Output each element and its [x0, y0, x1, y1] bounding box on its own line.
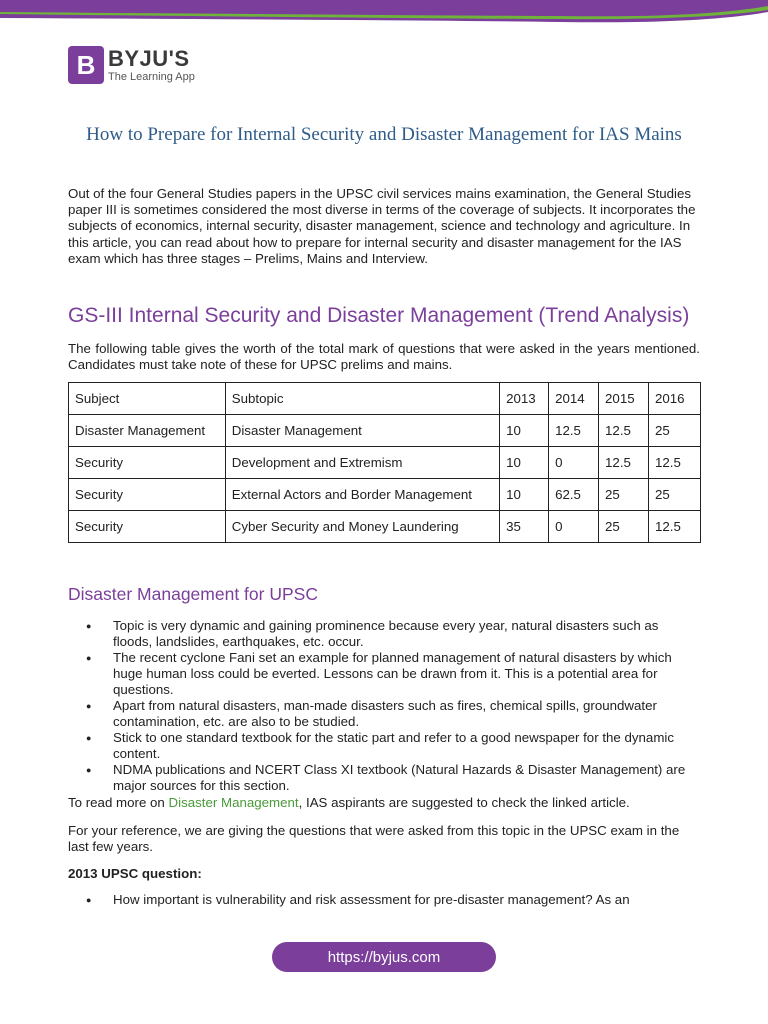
question-2013-list — [86, 892, 700, 908]
header-cell: 2016 — [649, 383, 701, 415]
disaster-management-link[interactable]: Disaster Management — [168, 795, 299, 810]
table-cell: 62.5 — [549, 479, 599, 511]
footer-url: https://byjus.com — [327, 948, 441, 966]
table-cell: 12.5 — [549, 415, 599, 447]
table-cell: Disaster Management — [69, 415, 226, 447]
list-item: ● Apart from natural disasters, man-made disasters such as fires, chemical spills, groundwater contamination, etc. are also to be studied. — [86, 698, 700, 730]
document-title: How to Prepare for Internal Security and Disaster Management for IAS Mains — [86, 124, 682, 145]
footer-url-pill[interactable] — [272, 942, 496, 972]
brand-name: BYJU'S — [108, 45, 190, 71]
table-cell: 10 — [500, 447, 549, 479]
table-cell: 0 — [549, 447, 599, 479]
table-cell: 35 — [500, 511, 549, 543]
trend-analysis-table — [68, 382, 701, 543]
header-cell: 2014 — [549, 383, 599, 415]
intro-paragraph: Out of the four General Studies papers in the UPSC civil services mains examination, the General Studies paper III is sometimes considered the most diverse in terms of the coverage of subjects. It incorporates the subjects of economics, internal security, disaster management, science and technology and agriculture. In this article, you can read about how to prepare for internal security and disaster management for the IAS exam which has three stages – Prelims, Mains and Interview. — [68, 186, 696, 266]
table-cell: 12.5 — [649, 447, 701, 479]
list-item: ● Stick to one standard textbook for the static part and refer to a good newspaper for the dynamic content. — [86, 730, 700, 762]
header-cell: 2013 — [500, 383, 549, 415]
table-cell: External Actors and Border Management — [225, 479, 499, 511]
top-decorative-band — [0, 0, 768, 30]
preparation-bullets — [86, 618, 700, 794]
table-cell: Development and Extremism — [225, 447, 499, 479]
read-more-suffix: , IAS aspirants are suggested to check the linked article. — [298, 795, 630, 810]
list-item: ● How important is vulnerability and risk assessment for pre-disaster management? As an — [86, 892, 700, 908]
logo-badge — [68, 46, 104, 84]
read-more-prefix: To read more on — [68, 795, 169, 810]
table-cell: 25 — [599, 479, 649, 511]
read-more-paragraph — [68, 795, 700, 811]
header-cell: Subtopic — [225, 383, 499, 415]
byjus-logo — [68, 46, 195, 84]
table-cell: Disaster Management — [225, 415, 499, 447]
list-item: ● Topic is very dynamic and gaining prominence because every year, natural disasters such as floods, landslides, earthquakes, etc. occur. — [86, 618, 700, 650]
header-cell: Subject — [69, 383, 226, 415]
table-cell: 25 — [599, 511, 649, 543]
table-cell: 10 — [500, 479, 549, 511]
table-description: The following table gives the worth of the total mark of questions that were asked in the years mentioned. Candidates must take note of these for UPSC prelims and mains. — [68, 341, 700, 373]
trend-analysis-heading: GS-III Internal Security and Disaster Management (Trend Analysis) — [68, 304, 690, 327]
table-cell: 0 — [549, 511, 599, 543]
question-2013-label: 2013 UPSC question: — [68, 866, 202, 881]
table-header-row — [69, 383, 701, 415]
table-cell: 12.5 — [649, 511, 701, 543]
table-cell: 12.5 — [599, 415, 649, 447]
table-cell: 25 — [649, 479, 701, 511]
table-cell: Security — [69, 447, 226, 479]
table-cell: Cyber Security and Money Laundering — [225, 511, 499, 543]
table-row — [69, 415, 701, 447]
table-cell: 12.5 — [599, 447, 649, 479]
table-cell: 10 — [500, 415, 549, 447]
logo-text — [108, 45, 195, 83]
table-cell: Security — [69, 511, 226, 543]
table-row — [69, 511, 701, 543]
table-row — [69, 447, 701, 479]
table-row — [69, 479, 701, 511]
list-item: ● The recent cyclone Fani set an example for planned management of natural disasters by which huge human loss could be everted. Lessons can be drawn from it. This is a potential area for questions. — [86, 650, 700, 698]
table-cell: 25 — [649, 415, 701, 447]
list-item: ● NDMA publications and NCERT Class XI textbook (Natural Hazards & Disaster Management) are major sources for this section. — [86, 762, 700, 794]
reference-paragraph: For your reference, we are giving the questions that were asked from this topic in the UPSC exam in the last few years. — [68, 823, 680, 855]
logo-letter: B — [76, 49, 96, 80]
table-cell: Security — [69, 479, 226, 511]
disaster-management-heading: Disaster Management for UPSC — [68, 584, 318, 604]
brand-tagline: The Learning App — [108, 70, 195, 83]
header-cell: 2015 — [599, 383, 649, 415]
